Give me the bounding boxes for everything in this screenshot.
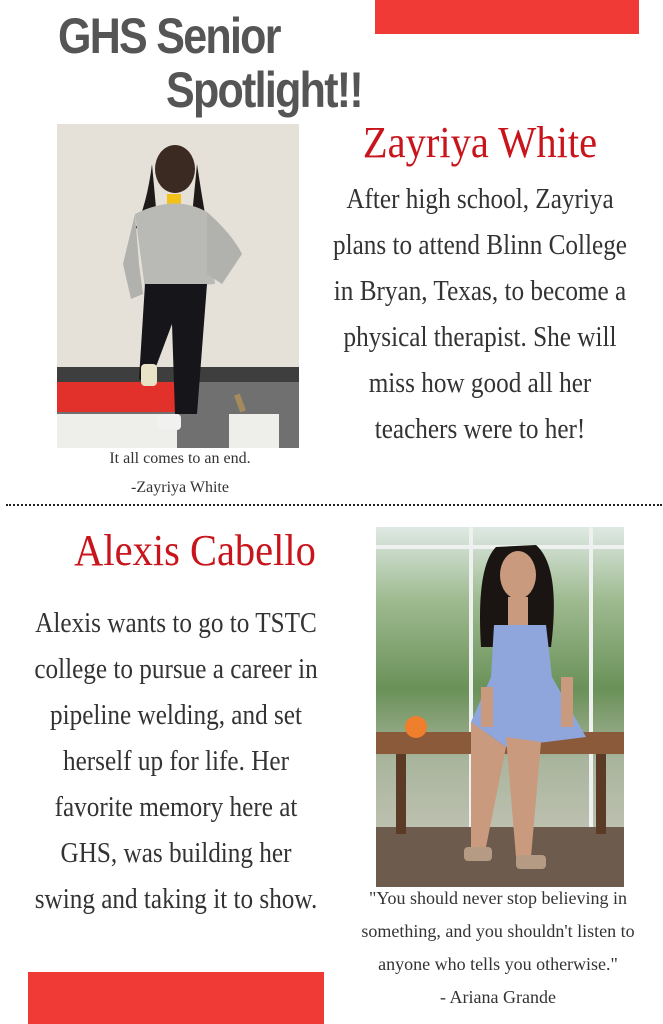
senior1-quote-line: It all comes to an end. — [109, 450, 251, 467]
senior2-quote — [338, 882, 658, 1014]
senior2-bio-line: Alexis wants to go to TSTC — [35, 608, 317, 639]
senior2-quote-line: anyone who tells you otherwise." — [378, 954, 618, 974]
page-title — [58, 8, 316, 64]
senior1-photo — [57, 124, 299, 448]
bottom-red-bar — [28, 972, 324, 1024]
senior1-quote — [60, 444, 300, 502]
senior2-bio-line: pipeline welding, and set — [50, 700, 302, 731]
senior2-bio-line: GHS, was building her — [60, 838, 292, 869]
senior2-quote-author: - Ariana Grande — [440, 987, 556, 1007]
senior1-bio-line: After high school, Zayriya — [346, 184, 614, 215]
senior2-name-wrap — [20, 526, 370, 576]
senior1-quote-author: -Zayriya White — [131, 479, 229, 496]
senior1-bio — [300, 177, 660, 453]
senior1-name-wrap — [300, 118, 660, 168]
senior1-bio-line: miss how good all her — [368, 368, 592, 399]
senior2-bio-line: swing and taking it to show. — [34, 884, 318, 915]
top-red-bar — [375, 0, 639, 34]
senior1-name: Zayriya White — [362, 118, 598, 167]
title-line-2: Spotlight!! — [166, 62, 362, 118]
senior2-bio-line: college to pursue a career in — [34, 654, 318, 685]
senior1-photo-illustration — [57, 124, 299, 448]
senior1-bio-line: teachers were to her! — [374, 414, 586, 445]
senior2-name: Alexis Cabello — [74, 526, 316, 575]
senior2-photo — [376, 527, 624, 887]
senior2-bio-line: favorite memory here at — [54, 792, 298, 823]
senior2-photo-illustration — [376, 527, 624, 887]
senior2-quote-line: "You should never stop believing in — [368, 888, 627, 908]
page-title-line-2 — [166, 62, 394, 118]
senior1-bio-line: plans to attend Blinn College — [333, 230, 627, 261]
senior1-bio-line: in Bryan, Texas, to become a — [333, 276, 627, 307]
senior2-bio — [0, 601, 352, 923]
senior2-quote-line: something, and you shouldn't listen to — [361, 921, 635, 941]
senior2-bio-line: herself up for life. Her — [62, 746, 290, 777]
senior1-bio-line: physical therapist. She will — [343, 322, 617, 353]
section-divider — [6, 504, 662, 506]
title-line-1: GHS Senior — [58, 8, 280, 64]
